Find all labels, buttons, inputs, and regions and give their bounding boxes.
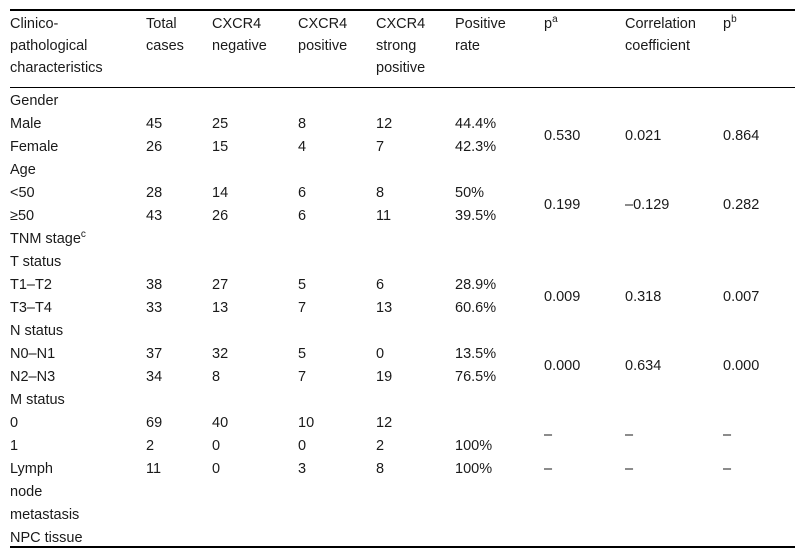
data-table — [10, 9, 795, 547]
cell-negative: 32 — [212, 346, 229, 362]
cell-strong: 8 — [376, 185, 385, 201]
header-col2: CXCR4 negative — [212, 16, 267, 54]
header-col6-sup: a — [552, 14, 558, 26]
row-label: N status — [10, 323, 64, 339]
cell-total: 43 — [146, 208, 163, 224]
cell-negative: 27 — [212, 277, 229, 293]
cell-rate: 100% — [455, 461, 493, 477]
cell-negative: 13 — [212, 300, 229, 316]
group-corr: –0.129 — [625, 196, 670, 213]
cell-positive: 0 — [298, 438, 307, 454]
cell-negative: 40 — [212, 415, 229, 431]
header-col5: Positive rate — [455, 16, 506, 54]
row-label: Gender — [10, 93, 59, 109]
cell-negative: 26 — [212, 208, 229, 224]
group-corr: – — [625, 426, 634, 443]
group-pa: 0.000 — [544, 357, 581, 374]
cell-positive: 6 — [298, 208, 307, 224]
cell-rate: 100% — [455, 438, 493, 454]
cell-rate: 76.5% — [455, 369, 497, 385]
cell-strong: 13 — [376, 300, 393, 316]
cell-positive: 10 — [298, 415, 315, 431]
cell-positive: 6 — [298, 185, 307, 201]
cell-negative: 15 — [212, 139, 229, 155]
cell-total: 69 — [146, 415, 163, 431]
cell-total: 34 — [146, 369, 163, 385]
group-pa: – — [544, 426, 553, 443]
group-pb: 0.007 — [723, 288, 760, 305]
row-label: Lymph node metastasis NPC tissue — [10, 461, 83, 546]
cell-rate: 50% — [455, 185, 485, 201]
cell-strong: 6 — [376, 277, 385, 293]
group-pa: 0.009 — [544, 288, 581, 305]
cell-positive: 5 — [298, 277, 307, 293]
header-rule — [10, 87, 795, 88]
cell-total: 37 — [146, 346, 163, 362]
group-pa: 0.199 — [544, 196, 581, 213]
group-corr: 0.634 — [625, 357, 662, 374]
cell-total: 28 — [146, 185, 163, 201]
cell-rate: 28.9% — [455, 277, 497, 293]
group-pb: 0.864 — [723, 127, 760, 144]
cell-strong: 12 — [376, 116, 393, 132]
cell-rate: 39.5% — [455, 208, 497, 224]
cell-pb: – — [723, 461, 732, 477]
header-col7: Correlation coefficient — [625, 16, 696, 54]
header-col0: Clinico- pathological characteristics — [10, 16, 103, 76]
group-pb: 0.000 — [723, 357, 760, 374]
cell-total: 11 — [146, 461, 162, 477]
cell-positive: 7 — [298, 369, 307, 385]
group-corr: 0.021 — [625, 127, 662, 144]
cell-strong: 12 — [376, 415, 393, 431]
cell-positive: 5 — [298, 346, 307, 362]
cell-rate: 60.6% — [455, 300, 497, 316]
row-label-sup: c — [80, 229, 86, 241]
top-rule — [10, 9, 795, 11]
bottom-rule — [10, 546, 795, 548]
cell-negative: 0 — [212, 461, 221, 477]
cell-rate: 42.3% — [455, 139, 497, 155]
cell-rate: 13.5% — [455, 346, 497, 362]
cell-total: 33 — [146, 300, 163, 316]
cell-negative: 0 — [212, 438, 221, 454]
header-col6: $p^a$ — [544, 14, 558, 32]
header-col4: CXCR4 strong positive — [376, 16, 426, 76]
cell-total: 26 — [146, 139, 163, 155]
row-label: T status — [10, 254, 62, 270]
header-col3: CXCR4 positive — [298, 16, 348, 54]
cell-corr: – — [625, 461, 634, 477]
cell-total: 38 — [146, 277, 163, 293]
row-label: 1 — [10, 438, 19, 454]
header-col1: Total cases — [146, 16, 184, 54]
cell-total: 2 — [146, 438, 155, 454]
cell-negative: 14 — [212, 185, 229, 201]
cell-strong: 0 — [376, 346, 385, 362]
cell-strong: 2 — [376, 438, 385, 454]
row-label: T1–T2 — [10, 277, 52, 293]
cell-pa: – — [544, 461, 553, 477]
cell-strong: 8 — [376, 461, 385, 477]
cell-positive: 3 — [298, 461, 307, 477]
cell-negative: 25 — [212, 116, 229, 132]
cell-total: 45 — [146, 116, 163, 132]
cell-negative: 8 — [212, 369, 221, 385]
header-col8-sup: b — [731, 14, 737, 26]
row-label: Female — [10, 139, 59, 155]
header-col8: $p^b$ — [723, 14, 737, 32]
cell-positive: 7 — [298, 300, 307, 316]
row-label: Age — [10, 162, 36, 178]
row-label: Male — [10, 116, 42, 132]
cell-rate: 44.4% — [455, 116, 497, 132]
group-corr: 0.318 — [625, 288, 662, 305]
row-label: M status — [10, 392, 65, 408]
cell-positive: 8 — [298, 116, 307, 132]
group-pb: 0.282 — [723, 196, 760, 213]
cell-positive: 4 — [298, 139, 307, 155]
row-label: 0 — [10, 415, 19, 431]
cell-strong: 7 — [376, 139, 385, 155]
row-label: N0–N1 — [10, 346, 56, 362]
group-pa: 0.530 — [544, 127, 581, 144]
cell-strong: 11 — [376, 208, 392, 224]
cell-strong: 19 — [376, 369, 393, 385]
group-pb: – — [723, 426, 732, 443]
row-label: N2–N3 — [10, 369, 56, 385]
row-label: TNM stage$^c$ — [10, 229, 86, 247]
row-label: <50 — [10, 185, 35, 201]
row-label: T3–T4 — [10, 300, 52, 316]
row-label: ≥50 — [10, 208, 35, 224]
